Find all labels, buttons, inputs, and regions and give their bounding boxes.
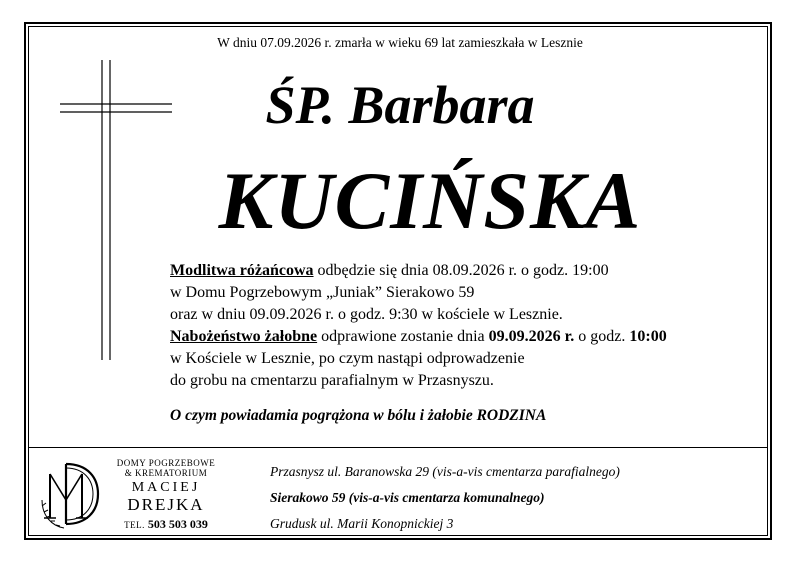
md-monogram-icon: [36, 456, 104, 532]
logo-subtitle-1: DOMY POGRZEBOWE: [116, 458, 216, 468]
funeral-home-logo: [36, 456, 226, 532]
announcement-line-6: do grobu na cmentarzu parafialnym w Przasnyszu.: [170, 372, 494, 389]
logo-phone: [106, 517, 226, 532]
deceased-surname: KUCIŃSKA: [218, 155, 642, 246]
rosary-label: Modlitwa różańcowa: [170, 262, 314, 279]
logo-first-name: MACIEJ: [131, 480, 201, 495]
logo-surname: DREJKA: [127, 495, 205, 514]
intro-text: W dniu 07.09.2026 r. zmarła w wieku 69 lat zamieszkała w Lesznie: [217, 35, 583, 50]
address-grudusk: Grudusk ul. Marii Konopnickiej 3: [270, 516, 454, 531]
announcement: [170, 260, 750, 392]
address-przasnysz: Przasnysz ul. Baranowska 29 (vis-a-vis cmentarza parafialnego): [270, 464, 620, 479]
footer-separator: [28, 447, 768, 448]
rosary-text: odbędzie się dnia 08.09.2026 r. o godz. 19:00: [313, 262, 609, 279]
funeral-mass-label: Nabożeństwo żałobne: [170, 328, 318, 345]
funeral-mass-text: odprawione zostanie dnia: [317, 328, 489, 345]
funeral-mass-mid: o godz.: [574, 328, 630, 345]
closing-text: O czym powiadamia pogrążona w bólu i żałobie RODZINA: [170, 407, 547, 424]
announcement-line-2: w Domu Pogrzebowym „Juniak” Sierakowo 59: [170, 284, 475, 301]
logo-phone-number: 503 503 039: [147, 517, 208, 531]
address-sierakowo: Sierakowo 59 (vis-a-vis cmentarza komunalnego): [270, 490, 545, 505]
announcement-line-5: w Kościele w Lesznie, po czym nastąpi odprowadzenie: [170, 350, 525, 367]
logo-text: [106, 458, 226, 532]
funeral-mass-time: 10:00: [629, 328, 667, 345]
logo-subtitle-2: & KREMATORIUM: [124, 468, 208, 478]
announcement-line-1: [170, 260, 750, 282]
announcement-line-4: [170, 326, 750, 348]
deceased-first-name: ŚP. Barbara: [265, 75, 535, 135]
announcement-line-3: oraz w dniu 09.09.2026 r. o godz. 9:30 w kościele w Lesznie.: [170, 306, 563, 323]
logo-phone-label: TEL.: [124, 520, 145, 530]
funeral-mass-date: 09.09.2026 r.: [488, 328, 575, 345]
